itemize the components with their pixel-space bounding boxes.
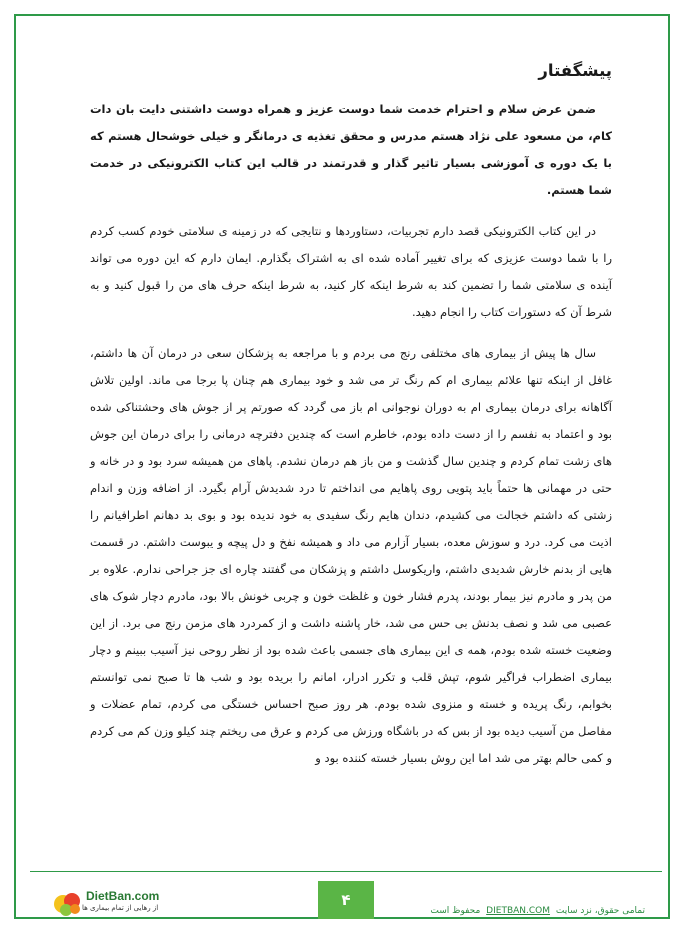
paragraph-purpose: در این کتاب الکترونیکی قصد دارم تجربیات، دستاوردها و نتایجی که در زمینه ی سلامتی خودم کسب کردم را با شما دوست عزیزی که برای تغییر آماده شده ای به اشتراک بگذارم. ایمان دارم که این دوره می تواند آینده ی سلامتی شما را تضمین کند به شرط اینکه کار کنید، به شرط اینکه حرف های من را قبول کنید و به شرط آن که دستورات کتاب را انجام دهید. — [90, 224, 612, 319]
dietban-logo — [52, 887, 160, 919]
paragraph-greeting: ضمن عرض سلام و احترام خدمت شما دوست عزیز و همراه دوست داشتنی دایت بان دات کام، من مسعود علی نژاد هستم مدرس و محقق تغذیه ی درمانگر و خیلی خوشحال هستم که با یک دوره ی آموزشی بسیار تاثیر گذار و قدرتمند در قالب این کتاب الکترونیکی در خدمت شما هستم. — [90, 102, 612, 197]
page-number: ۴ — [318, 881, 374, 919]
copyright-suffix: محفوظ است — [430, 906, 481, 916]
copyright-notice — [430, 906, 645, 916]
copyright-site-link[interactable]: DIETBAN.COM — [486, 906, 550, 916]
section-heading: پیشگفتار — [538, 61, 612, 80]
fruit-logo-icon — [52, 889, 84, 917]
footer-divider — [30, 871, 662, 872]
paragraph-story: سال ها پیش از بیماری های مختلفی رنج می بردم و با مراجعه به پزشکان سعی در درمان آن ها داشتم، غافل از اینکه تنها علائم بیماری ام کم رنگ تر می شد و خود بیماری هم چنان پا برجا می ماند. اولین تلاش آگاهانه برای درمان بیماری ام به دوران نوجوانی ام باز می گردد که صورتم پر از جوش های وحشتناکی شده بود و اعتماد به نفسم را از دست داده بودم، خاطرم است که چندین دفترچه درمانی را برای درمان این جوش های زشت تمام کردم و چندین سال گذشت و من باز هم درمان نشدم. پاهای من همیشه سرد بود و در خانه و حتی در مهمانی ها حتماً باید پتویی روی پاهایم می انداختم تا درد شدیدش آرام بگیرد. از اضافه وزن و اندام زشتی که داشتم خجالت می کشیدم، دندان هایم رنگ سفیدی به خود ندیده بود و بوی بد دهانم اطرافیانم را اذیت می کرد. درد و سوزش معده، بسیار آزارم می داد و همیشه نفخ و دل پیچه و یبوست داشتم. در قسمت هایی از بدنم خارش شدیدی داشتم، واریکوسل داشتم و پزشکان می گفتند چاره ای جز جراحی ندارم. علاوه بر من پدر و مادرم نیز بیمار بودند، پدرم فشار خون و غلظت خون و چربی خونش بالا بود، مادرم دچار شوک های عصبی می شد و نصف بدنش بی حس می شد، خار پاشنه داشت و از کمردرد های مزمن رنج می برد. از این وضعیت خسته شده بودم، همه ی این بیماری های جسمی باعث شده بود از نظر روحی نیز آسیب ببینم و دچار بیماری اضطراب فراگیر شوم، تپش قلب و تکرر ادرار، امانم را بریده بود و شب ها تا صبح نمی توانستم بخوابم، رنگ پریده و خسته و منزوی شده بودم. هر روز صبح احساس خستگی می کردم، تمام عضلات و مفاصل من آسیب دیده بود از بس که در باشگاه ورزش می کردم و عرق می ریختم چند کیلو وزن کم می کردم و کمی حالم بهتر می شد اما این روش بسیار خسته کننده بود و — [90, 346, 612, 765]
document-body — [90, 58, 612, 786]
logo-tagline: از رهایی از تمام بیماری ها — [82, 904, 159, 912]
logo-wordmark: DietBan.com — [86, 889, 160, 903]
copyright-prefix: تمامی حقوق، نزد سایت — [555, 906, 645, 916]
